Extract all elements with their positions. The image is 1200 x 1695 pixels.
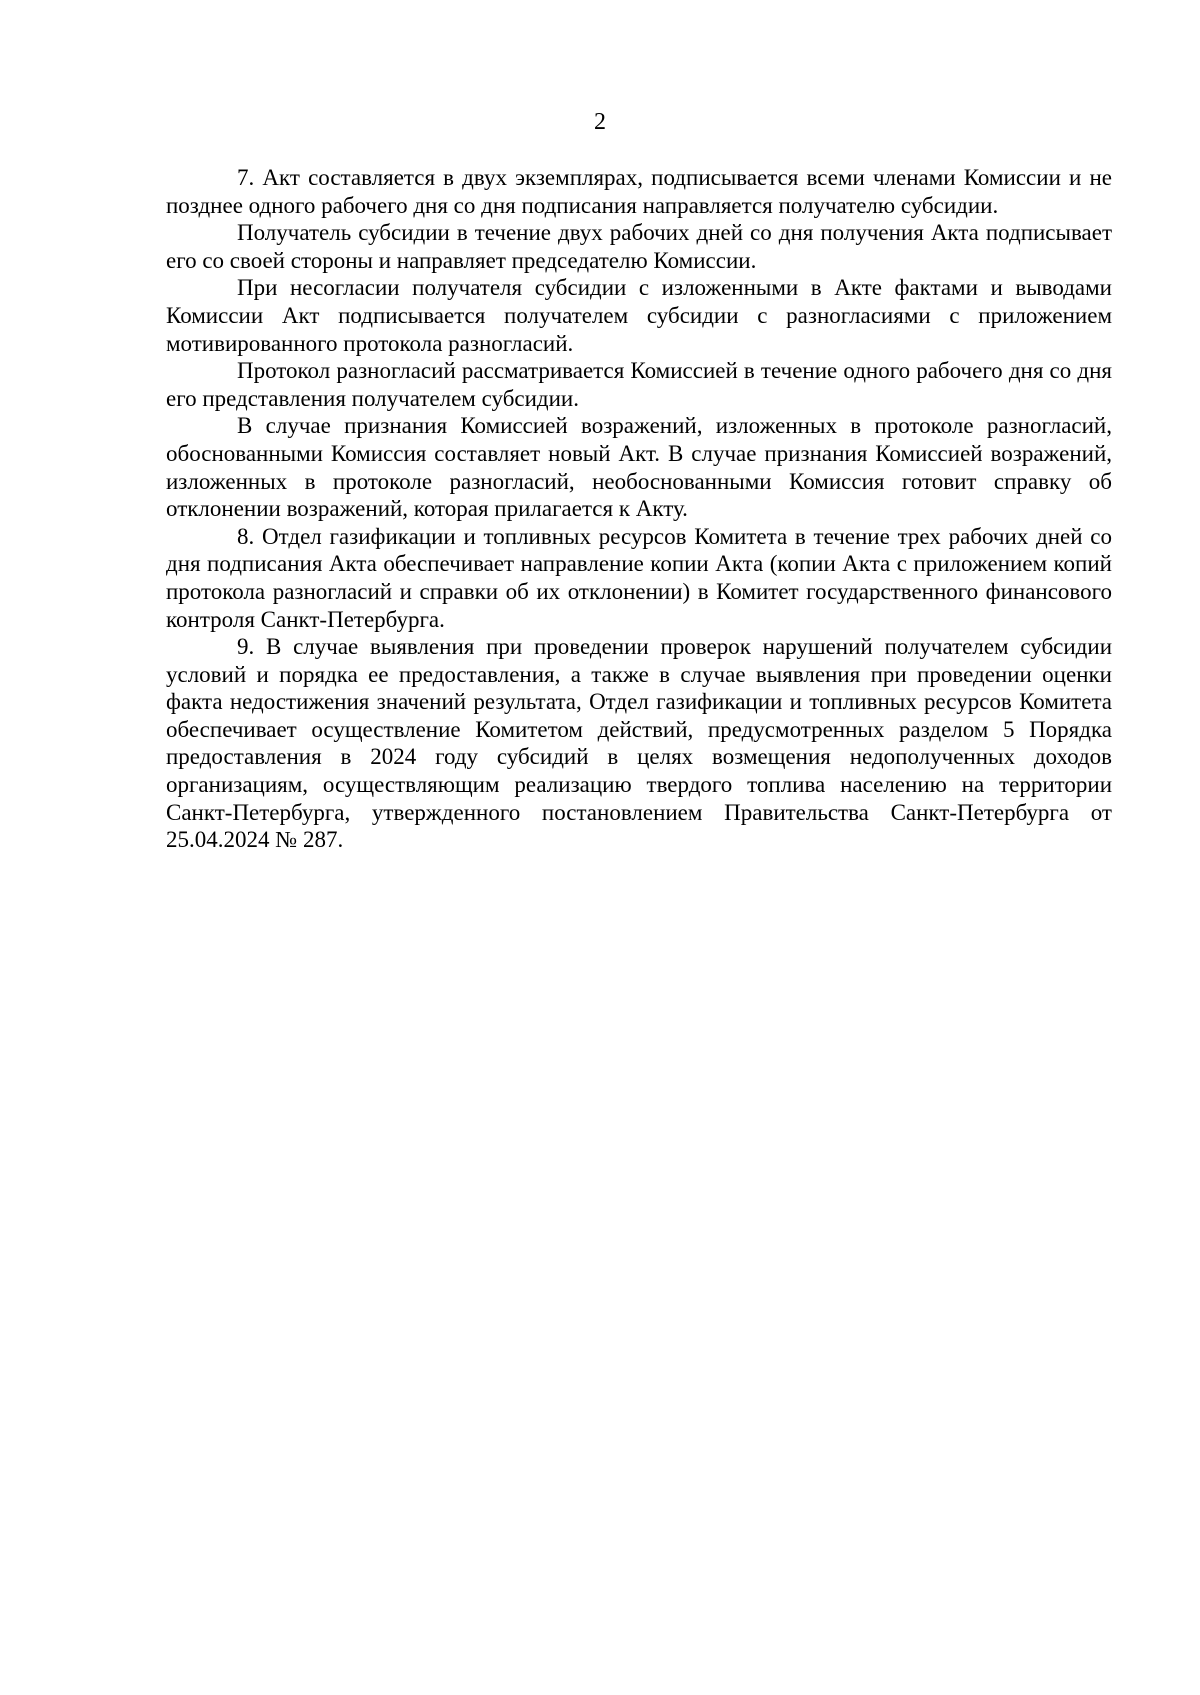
paragraph-9-violations: 9. В случае выявления при проведении проверок нарушений получателем субсидии условий и порядка ее предоставления, а также в случае выявления при проведении оценки факта недостижения значений результата, Отдел газификации и топливных ресурсов Комитета обеспечивает осуществление Комитетом действий, предусмотренных разделом 5 Порядка предоставления в 2024 году субсидий в целях возмещения недополученных доходов организациям, осуществляющим реализацию твердого топлива населению на территории Санкт-Петербурга, утвержденного постановлением Правительства Санкт-Петербурга от 25.04.2024 № 287. <box>166 634 1112 853</box>
paragraph-recipient-signs: Получатель субсидии в течение двух рабочих дней со дня получения Акта подписывает его со своей стороны и направляет председателю Комиссии. <box>166 220 1112 273</box>
document-body <box>166 164 1112 854</box>
paragraph-objections: В случае признания Комиссией возражений, изложенных в протоколе разногласий, обоснованными Комиссия составляет новый Акт. В случае признания Комиссией возражений, изложенных в протоколе разногласий, необоснованными Комиссия готовит справку об отклонении возражений, которая прилагается к Акту. <box>166 413 1112 522</box>
paragraph-disagreement: При несогласии получателя субсидии с изложенными в Акте фактами и выводами Комиссии Акт подписывается получателем субсидии с разногласиями с приложением мотивированного протокола разногласий. <box>166 275 1112 356</box>
paragraph-7-act-copies: 7. Акт составляется в двух экземплярах, подписывается всеми членами Комиссии и не позднее одного рабочего дня со дня подписания направляется получателю субсидии. <box>166 165 1112 218</box>
page-number: 2 <box>594 109 606 135</box>
paragraph-8-gasification-department: 8. Отдел газификации и топливных ресурсов Комитета в течение трех рабочих дней со дня подписания Акта обеспечивает направление копии Акта (копии Акта с приложением копий протокола разногласий и справки об их отклонении) в Комитет государственного финансового контроля Санкт-Петербурга. <box>166 523 1112 632</box>
paragraph-protocol-review: Протокол разногласий рассматривается Комиссией в течение одного рабочего дня со дня его представления получателем субсидии. <box>166 358 1112 411</box>
